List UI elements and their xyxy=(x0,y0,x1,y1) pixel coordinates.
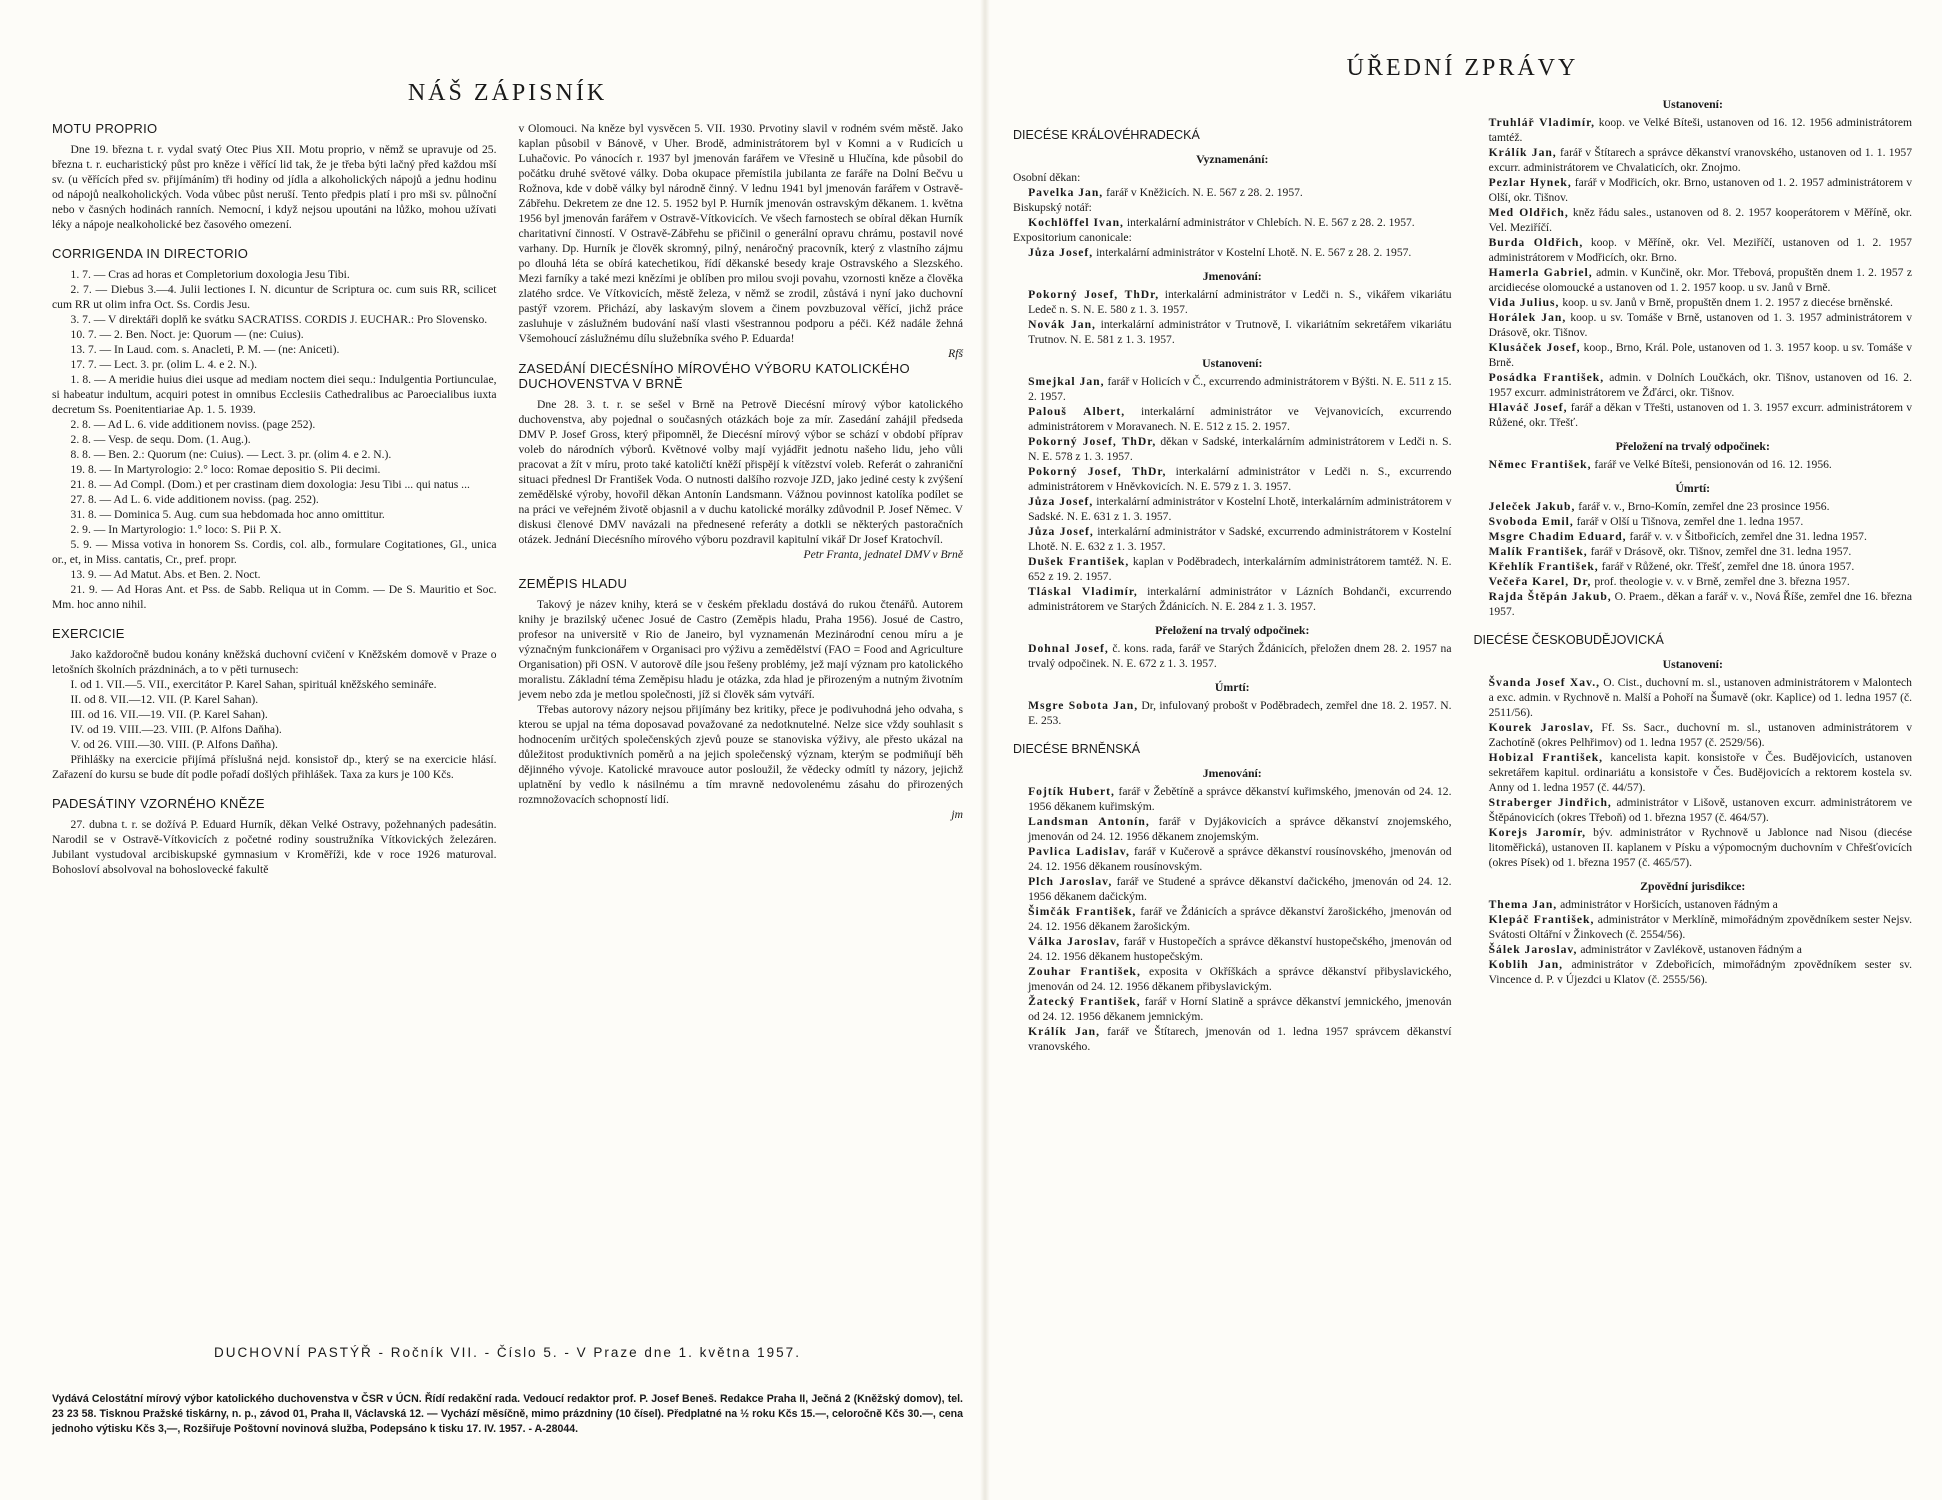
person-name: Msgre Sobota Jan, xyxy=(1028,699,1139,712)
person-name: Koblih Jan, xyxy=(1488,958,1564,971)
entry-detail: farář ve Studené a správce děkanství dačického, jmenován od 24. 12. 1956 děkanem dačickým. xyxy=(1028,875,1452,903)
entry-detail: koop., Brno, Král. Pole, ustanoven od 1. 3. 1957 koop. u sv. Tomáše v Brně. xyxy=(1488,341,1912,369)
person-name: Burda Oldřich, xyxy=(1488,236,1584,249)
paragraph: 21. 9. — Ad Horas Ant. et Pss. de Sabb. Reliqua ut in Comm. — De S. Mauritio et Soc. Mm. hoc anno nihil. xyxy=(52,583,497,611)
entry-detail: farář v Modřicích, okr. Brno, ustanoven od 1. 2. 1957 administrátorem v Olší, okr. Tišnov. xyxy=(1488,176,1912,204)
personnel-entry xyxy=(1474,750,1913,795)
person-name: Pokorný Josef, ThDr, xyxy=(1028,465,1167,478)
paragraph: v Olomouci. Na kněze byl vysvěcen 5. VII. 1930. Prvotiny slavil v rodném svém městě. Jako kaplan působil v Bánově, v Uher. Brodě, administrátorem byl v Komni a v Rudicích u Luhačovic. Po vánocích r. 1937 byl jmenován farářem ve Vřesině u Hlučína, kde působil do počátku druhé světové války. Doba okupace přemístila jubilanta ze faráře na Dolní Bečvu u Rožnova, kde v době války byl národně činný. V lednu 1941 byl jmenován farářem v Ostravě-Zábřehu. Dekretem ze dne 12. 5. 1952 byl P. Hurník jmenován ostravským děkanem. 1. května 1956 byl jmenován farářem v Ostravě-Vítkovicích. Ve všech farnostech se obíral děkan Hurník charitativní činností. V Ostravě-Zábřehu se přičinil o generální opravu chrámu, postavil nové varhany. Dp. Hurník je člověk skromný, pilný, nenáročný pracovník, který z vlastního zájmu po dlouhá léta se obírá katechetikou, řídí děkanské besedy kraje Ostravského a Slezského. Mezi farníky a také mezi knězími je oblíben pro milou svoji povahu, vzornosti kněze a člověka zlatého srdce. Ve Vítkovicích, městě železa, v němž se zrodil, zůstává i nyní jako duchovní pastýř vzorem. Přichází, aby laskavým slovem a činem povzbuzoval věřící, jichž práce zasluhuje v záslužném budování naší vlasti všestrannou podporu a péči. Kéž nadále žehná Všemohoucí záslužnému dílu služebníka svého P. Eduarda! xyxy=(518,122,963,345)
entry-detail: administrátor v Zavlékově, ustanoven řádným a xyxy=(1577,943,1802,956)
category-heading: Přeložení na trvalý odpočinek: xyxy=(1155,623,1310,637)
section-heading: MOTU PROPRIO xyxy=(52,121,158,136)
person-name: Hobizal František, xyxy=(1488,751,1604,764)
personnel-entry xyxy=(1013,245,1452,260)
entry-detail: býv. administrátor v Rychnově u Jablonce nad Nisou (diecése litoměřická), ustanoven II. kaplanem v Písku a výpomocným duchovním v Chřešťovicích (okres Písek) od 1. března 1957 (č. 465/57). xyxy=(1488,826,1912,869)
person-name: Pavlica Ladislav, xyxy=(1028,845,1130,858)
person-name: Svoboda Emil, xyxy=(1488,515,1574,528)
personnel-entry xyxy=(1013,994,1452,1024)
entry-detail: administrátor v Zdebořicích, mimořádným zpovědníkem sester sv. Vincence d. P. v Újezdci u Klatov (č. 2555/56). xyxy=(1488,958,1913,986)
person-name: Pokorný Josef, ThDr, xyxy=(1028,288,1160,301)
personnel-entry xyxy=(1474,942,1913,957)
person-name: Zouhar František, xyxy=(1028,965,1141,978)
person-name: Tláskal Vladimír, xyxy=(1028,585,1138,598)
entry-detail: koop. u sv. Janů v Brně, propuštěn dnem 1. 2. 1957 z diecése brněnské. xyxy=(1559,296,1893,309)
personnel-entry xyxy=(1013,317,1452,347)
personnel-entry xyxy=(1474,457,1913,472)
person-name: Fojtík Hubert, xyxy=(1028,785,1115,798)
entry-detail: interkalární administrátor v Lázních Bohdanči, excurrendo administrátorem ve Starých Ždánicích. N. E. 284 z 1. 3. 1957. xyxy=(1028,585,1452,613)
entry-detail: koop. ve Velké Bíteši, ustanoven od 16. 12. 1956 administrátorem tamtéž. xyxy=(1488,116,1912,144)
entry-detail: farář v. v. v Šitbořicích, zemřel dne 31. ledna 1957. xyxy=(1626,530,1867,543)
personnel-entry xyxy=(1013,814,1452,844)
person-name: Králík Jan, xyxy=(1488,146,1557,159)
personnel-entry xyxy=(1013,494,1452,524)
personnel-entry xyxy=(1474,912,1913,942)
personnel-entry xyxy=(1474,400,1913,430)
person-name: Jůza Josef, xyxy=(1028,525,1094,538)
paragraph: II. od 8. VII.—12. VII. (P. Karel Sahan). xyxy=(70,693,259,706)
category-heading: Úmrtí: xyxy=(1214,680,1250,694)
page-title-uredni-zpravy: ÚŘEDNÍ ZPRÁVY xyxy=(1346,55,1579,81)
entry-detail: farář v Olší u Tišnova, zemřel dne 1. ledna 1957. xyxy=(1573,515,1804,528)
entry-detail: farář v Žebětíně a správce děkanství kuřimského, jmenován od 24. 12. 1956 děkanem kuřimským. xyxy=(1028,785,1452,813)
entry-detail: admin. v Kunčině, okr. Mor. Třebová, propuštěn dnem 1. 2. 1957 z arcidiecése olomoucké a ustanoven od 1. 2. 1957 koop. u sv. Janů v Brně. xyxy=(1488,266,1913,294)
personnel-entry xyxy=(1013,784,1452,814)
personnel-entry xyxy=(1474,559,1913,574)
category-heading: Zpovědní jurisdikce: xyxy=(1640,879,1746,893)
paragraph: Přihlášky na exercicie přijímá příslušná nejd. konsistoř dp., který se na exercicie hlásí. Zařazení do kursu se bude dít podle pořadí došlých přihlášek. Taxa za kurs je 100 Kčs. xyxy=(52,753,497,781)
personnel-entry xyxy=(1474,295,1913,310)
personnel-entry xyxy=(1013,698,1452,728)
entry-detail: farář v Holicích v Č., excurrendo administrátorem v Býšti. N. E. 511 z 15. 2. 1957. xyxy=(1028,375,1452,403)
entry-detail: farář v Kněžicích. N. E. 567 z 28. 2. 1957. xyxy=(1103,186,1303,199)
paragraph: 27. dubna t. r. se dožívá P. Eduard Hurník, děkan Velké Ostravy, požehnaných padesátin. Narodil se v Ostravě-Vítkovicích z početné rodiny soustružníka Vítkovických železáren. Jubilant vystudoval arcibiskupské gymnasium v Kroměříži, kde v roce 1926 maturoval. Bohosloví absolvoval na bohoslovecké fakultě xyxy=(52,818,497,876)
paragraph: Třebas autorovy názory nejsou přijímány bez kritiky, přece je podivuhodná jeho odvaha, s kterou se upjal na téma doposavad považované za nedotknutelné. Nelze sice vždy souhlasit s hodnocením určitých společenských zjevů pouze se stanoviska výživy, ale přesto ukázal na důležitost produktivních poměrů a na jejich společenský význam, kterým se podmiňují běh dějinného vývoje. Katolické mravouce autor posloužil, že vědecky odmítl ty názory, jejichž uplatnění by vedlo k násilnému a tím mravně nedovolenému zásahu do přirozených rozmnožovacích schopností lidí. xyxy=(518,703,963,806)
paragraph: 17. 7. — Lect. 3. pr. (olim L. 4. e 2. N.). xyxy=(70,358,257,371)
signature: Rfš xyxy=(948,347,963,360)
entry-detail: kněz řádu sales., ustanoven od 8. 2. 1957 kooperátorem v Měříně, okr. Vel. Meziříčí. xyxy=(1488,206,1912,234)
section-heading: PADESÁTINY VZORNÉHO KNĚZE xyxy=(52,796,265,811)
paragraph: 8. 8. — Ben. 2.: Quorum (ne: Cuius). — Lect. 3. pr. (olim 4. e 2. N.). xyxy=(70,448,392,461)
personnel-entry xyxy=(1474,145,1913,175)
entry-detail: interkalární administrátor v Ledči n. S., excurrendo administrátorem v Hněvkovicích. N. E. 579 z 1. 3. 1957. xyxy=(1028,465,1452,493)
personnel-entry xyxy=(1474,265,1913,295)
person-name: Pezlar Hynek, xyxy=(1488,176,1572,189)
person-name: Rajda Štěpán Jakub, xyxy=(1488,590,1612,603)
entry-detail: č. kons. rada, farář ve Starých Ždánicích, přeložen dnem 28. 2. 1957 na trvalý odpočinek. N. E. 672 z 1. 3. 1957. xyxy=(1028,642,1452,670)
person-name: Horálek Jan, xyxy=(1488,311,1567,324)
personnel-entry xyxy=(1013,844,1452,874)
entry-detail: farář a děkan v Třešti, ustanoven od 1. 3. 1957 excurr. administrátorem v Růžené, okr. Třešť. xyxy=(1488,401,1912,429)
person-name: Truhlář Vladimír, xyxy=(1488,116,1596,129)
paragraph: 1. 7. — Cras ad horas et Completorium doxologia Jesu Tibi. xyxy=(70,268,350,281)
category-heading: Jmenování: xyxy=(1202,269,1262,283)
person-name: Thema Jan, xyxy=(1488,898,1558,911)
paragraph: Dne 19. března t. r. vydal svatý Otec Pius XII. Motu proprio, v němž se upravuje od 25. března t. r. eucharistický půst pro kněze i věřící lid tak, že je třeba býti lačný před každou mší sv. (u věřících před sv. přijímáním) tři hodiny od jídla a alkoholických nápojů a jednu hodinu od nápojů nealkoholických. Voda vůbec půst neruší. Tento předpis platí i pro mši sv. půlnoční nebo v časných hodinách ranních. Nemocní, i když nejsou upoutáni na lůžko, mohou užívati léky a nápoje nealkoholické bez časového omezení. xyxy=(52,143,497,231)
entry-detail: farář v Štítarech a správce děkanství vranovského, ustanoven od 1. 1. 1957 excurr. administrátorem ve Chvalaticích, okr. Znojmo. xyxy=(1488,146,1912,174)
entry-detail: farář ve Ždánicích a správce děkanství žarošického, jmenován od 24. 12. 1956 děkanem žarošickým. xyxy=(1028,905,1452,933)
entry-detail: interkalární administrátor v Kostelní Lhotě. N. E. 567 z 28. 2. 1957. xyxy=(1093,246,1412,259)
paragraph: 31. 8. — Dominica 5. Aug. cum sua hebdomada hoc anno omittitur. xyxy=(70,508,385,521)
paragraph: 13. 9. — Ad Matut. Abs. et Ben. 2. Noct. xyxy=(70,568,261,581)
person-name: Němec František, xyxy=(1488,458,1592,471)
entry-detail: O. Praem., děkan a farář v. v., Nová Říše, zemřel dne 16. března 1957. xyxy=(1488,590,1912,618)
entry-detail: děkan v Sadské, interkalárním administrátorem v Ledči n. S. N. E. 578 z 1. 3. 1957. xyxy=(1028,435,1452,463)
label-line: Expositorium canonicale: xyxy=(1013,231,1132,244)
category-heading: Ustanovení: xyxy=(1202,356,1263,370)
person-name: Kourek Jaroslav, xyxy=(1488,721,1594,734)
personnel-entry xyxy=(1474,340,1913,370)
entry-detail: farář v. v., Brno-Komín, zemřel dne 23 prosince 1956. xyxy=(1575,500,1830,513)
person-name: Posádka František, xyxy=(1488,371,1605,384)
person-name: Klusáček Josef, xyxy=(1488,341,1581,354)
personnel-entry xyxy=(1474,795,1913,825)
personnel-entry xyxy=(1474,499,1913,514)
paragraph: 2. 8. — Ad L. 6. vide additionem noviss. (page 252). xyxy=(70,418,316,431)
person-name: Novák Jan, xyxy=(1028,318,1096,331)
person-name: Pokorný Josef, ThDr, xyxy=(1028,435,1157,448)
right-page xyxy=(985,0,1942,1500)
category-heading: Ustanovení: xyxy=(1662,97,1723,111)
person-name: Landsman Antonín, xyxy=(1028,815,1150,828)
label-line: Osobní děkan: xyxy=(1013,171,1081,184)
person-name: Švanda Josef Xav., xyxy=(1488,676,1601,689)
personnel-entry xyxy=(1474,589,1913,619)
personnel-entry xyxy=(1013,215,1452,230)
personnel-entry xyxy=(1474,720,1913,750)
paragraph: 2. 8. — Vesp. de sequ. Dom. (1. Aug.). xyxy=(70,433,251,446)
personnel-entry xyxy=(1013,904,1452,934)
entry-detail: kancelista kapit. konsistoře v Čes. Budějovicích, ustanoven sekretářem kapitul. ordinariátu a konsistoře v Čes. Budějovicích a rektorem kostela sv. Anny od 1. ledna 1957 (č. 44/57). xyxy=(1488,751,1912,794)
personnel-entry xyxy=(1013,584,1452,614)
paragraph: III. od 16. VII.—19. VII. (P. Karel Sahan). xyxy=(70,708,268,721)
personnel-entry xyxy=(1474,957,1913,987)
paragraph: IV. od 19. VIII.—23. VIII. (P. Alfons Daňha). xyxy=(70,723,282,736)
category-heading: Jmenování: xyxy=(1202,766,1262,780)
personnel-entry xyxy=(1013,874,1452,904)
entry-detail: farář v Kučerově a správce děkanství rousínovského, jmenován od 24. 12. 1956 děkanem rousínovským. xyxy=(1028,845,1452,873)
personnel-entry xyxy=(1013,404,1452,434)
entry-detail: Dr, infulovaný probošt v Poděbradech, zemřel dne 18. 2. 1957. N. E. 253. xyxy=(1028,699,1452,727)
person-name: Korejs Jaromír, xyxy=(1488,826,1587,839)
entry-detail: interkalární administrátor v Trutnově, I. vikariátním sekretářem vikariátu Trutnov. N. E. 581 z 1. 3. 1957. xyxy=(1028,318,1452,346)
left-column-2 xyxy=(519,121,964,877)
signature: jm xyxy=(951,808,963,821)
entry-detail: exposita v Okříškách a správce děkanství přibyslavického, jmenován od 24. 12. 1956 děkanem přibyslavickým. xyxy=(1028,965,1452,993)
personnel-entry xyxy=(1474,574,1913,589)
entry-detail: koop. u sv. Tomáše v Brně, ustanoven od 1. 3. 1957 administrátorem v Drásově, okr. Tišnov. xyxy=(1488,311,1912,339)
paragraph: 13. 7. — In Laud. com. s. Anacleti, P. M. — (ne: Aniceti). xyxy=(70,343,340,356)
personnel-entry xyxy=(1013,934,1452,964)
person-name: Palouš Albert, xyxy=(1028,405,1126,418)
entry-detail: Ff. Ss. Sacr., duchovní m. sl., ustanoven administrátorem v Zachotíně (okres Pelhřimov) od 1. ledna 1957 (č. 2529/56). xyxy=(1488,721,1912,749)
label-line: Biskupský notář: xyxy=(1013,201,1092,214)
person-name: Šimčák František, xyxy=(1028,905,1137,918)
person-name: Žatecký František, xyxy=(1028,995,1141,1008)
personnel-entry xyxy=(1474,115,1913,145)
person-name: Plch Jaroslav, xyxy=(1028,875,1113,888)
section-heading: ZEMĚPIS HLADU xyxy=(518,576,628,591)
personnel-entry xyxy=(1013,464,1452,494)
paragraph: Takový je název knihy, která se v českém překladu dostává do rukou čtenářů. Autorem knihy je brazilský učenec Josué de Castro (Zeměpis hladu, Praha 1956). Josué de Castro, profesor na universitě v Rio de Janeiro, byl vyznamenán Mezinárodní cenou míru a je význačným funkcionářem v Organisaci pro výživu a zemědělství (FAO = Food and Agriculture Organisation) při OSN. V autorově díle jsou řešeny problémy, jež mají význam pro katolického moralistu. Základní téma Zeměpisu hladu je otázka, zda hlad je přirozeným a nutným životním jevem nebo zda je metlou společnosti, jíž si člověk sám vytváří. xyxy=(518,598,963,701)
person-name: Jůza Josef, xyxy=(1028,246,1094,259)
journal-footer: DUCHOVNÍ PASTÝŘ - Ročník VII. - Číslo 5. - V Praze dne 1. května 1957. xyxy=(214,1345,801,1360)
personnel-entry xyxy=(1013,434,1452,464)
paragraph: 1. 8. — A meridie huius diei usque ad mediam noctem diei sequ.: Indulgentia Portiunculae, si habeatur indultum, acquiri potest in omnibus Ecclesiis Cathedralibus ac Paroecialibus iuxta decretum Ss. Poenitentiariae Ap. 1. 5. 1939. xyxy=(52,373,497,416)
paragraph: 27. 8. — Ad L. 6. vide additionem noviss. (pag. 252). xyxy=(70,493,319,506)
personnel-entry xyxy=(1013,554,1452,584)
entry-detail: interkalární administrátor v Sadské, excurrendo administrátorem v Kostelní Lhotě. N. E. 632 z 1. 3. 1957. xyxy=(1028,525,1452,553)
entry-detail: administrátor v Horšicích, ustanoven řádným a xyxy=(1557,898,1778,911)
personnel-entry xyxy=(1013,524,1452,554)
left-column-1 xyxy=(52,121,497,877)
entry-detail: interkalární administrátor v Kostelní Lhotě, interkalárním administrátorem v Sadské. N. E. 631 z 1. 3. 1957. xyxy=(1028,495,1452,523)
person-name: Křehlík František, xyxy=(1488,560,1599,573)
paragraph: Dne 28. 3. t. r. se sešel v Brně na Petrově Diecésní mírový výbor katolického duchovenstva, aby pojednal o současných otázkách boje za mír. Zasedání zahájil předseda DMV P. Josef Gross, který připomněl, že Diecésní mírový výbor se schází v období příprav voleb do národních výborů. Květnové volby mají vyjádřit jednotu našeho lidu, jeho vůli pracovat a žít v míru, proto také katoličtí kněží přispějí k vítězství voleb. Referát o zahraniční situaci přednesl Dr František Voda. O nutnosti dalšího rozvoje JZD, jako jediné cesty k zvýšení zemědělské výroby, hovořil děkan Antonín Landsmann. Vážnou povinnost katolíka podílet se na práci ve veřejném životě objasnil a v duchu katolické morálky zdůvodnil P. Josef Němec. V diskusi členové DMV navázali na přednesené referáty a dotkli se některých pastoračních otázek. Jednání Diecésního mírového výboru pozdravil kapitulní vikář Dr Josef Kratochvíl. xyxy=(518,398,963,546)
person-name: Válka Jaroslav, xyxy=(1028,935,1121,948)
person-name: Králík Jan, xyxy=(1028,1025,1101,1038)
entry-detail: interkalární administrátor v Ledči n. S., vikářem vikariátu Ledeč n. S. N. E. 580 z 1. 3. 1957. xyxy=(1028,288,1452,316)
person-name: Pavelka Jan, xyxy=(1028,186,1104,199)
diocese-heading: DIECÉSE ČESKOBUDĚJOVICKÁ xyxy=(1473,633,1664,647)
entry-detail: farář v Hustopečích a správce děkanství hustopečského, jmenován od 24. 12. 1956 děkanem hustopečským. xyxy=(1028,935,1452,963)
person-name: Jeleček Jakub, xyxy=(1488,500,1576,513)
section-heading: EXERCICIE xyxy=(52,626,125,641)
entry-detail: farář v Dyjákovicích a správce děkanství znojemského, jmenován od 24. 12. 1956 děkanem znojemským. xyxy=(1028,815,1452,843)
person-name: Dušek František, xyxy=(1028,555,1130,568)
person-name: Malík František, xyxy=(1488,545,1588,558)
paragraph: Jako každoročně budou konány kněžská duchovní cvičení v Kněžském domově v Praze o letošních školních prázdninách, a to v pěti turnusech: xyxy=(52,648,497,676)
category-heading: Úmrtí: xyxy=(1675,481,1711,495)
paragraph: 5. 9. — Missa votiva in honorem Ss. Cordis, col. alb., formulare Cogitationes, Gl., unica or., et, in Miss. cantatis, Cr., pref. propr. xyxy=(52,538,497,566)
person-name: Hlaváč Josef, xyxy=(1488,401,1568,414)
entry-detail: farář v Drásově, okr. Tišnov, zemřel dne 31. ledna 1957. xyxy=(1587,545,1852,558)
diocese-heading: DIECÉSE KRÁLOVÉHRADECKÁ xyxy=(1013,128,1200,142)
person-name: Dohnal Josef, xyxy=(1028,642,1109,655)
paragraph: 2. 7. — Diebus 3.—4. Julii lectiones I. N. dicuntur de Scriptura oc. cum suis RR, scilicet cum RR ut olim infra Oct. Ss. Cordis Jesu. xyxy=(52,283,497,311)
diocese-heading: DIECÉSE BRNĚNSKÁ xyxy=(1013,742,1141,756)
category-heading: Přeložení na trvalý odpočinek: xyxy=(1615,439,1770,453)
personnel-entry xyxy=(1474,825,1913,870)
entry-detail: administrátor v Lišově, ustanoven excurr. administrátorem ve Štěpánovicích (okres Třeboň) od 1. března 1957 (č. 464/57). xyxy=(1488,796,1912,824)
section-heading: CORRIGENDA IN DIRECTORIO xyxy=(52,246,249,261)
person-name: Večeřa Karel, Dr, xyxy=(1488,575,1592,588)
paragraph: 10. 7. — 2. Ben. Noct. je: Quorum — (ne: Cuius). xyxy=(70,328,304,341)
person-name: Med Oldřich, xyxy=(1488,206,1569,219)
entry-detail: farář v Horní Slatině a správce děkanství jemnického, jmenován od 24. 12. 1956 děkanem jemnickým. xyxy=(1028,995,1452,1023)
paragraph: 19. 8. — In Martyrologio: 2.° loco: Romae depositio S. Pii decimi. xyxy=(70,463,381,476)
entry-detail: administrátor v Merklíně, mimořádným zpovědníkem sester Nejsv. Svátosti Oltářní v Žinkovech (č. 2554/56). xyxy=(1488,913,1912,941)
personnel-entry xyxy=(1013,185,1452,200)
personnel-entry xyxy=(1013,641,1452,671)
personnel-entry xyxy=(1013,1024,1452,1054)
personnel-entry xyxy=(1013,964,1452,994)
personnel-entry xyxy=(1474,205,1913,235)
imprint-text: Vydává Celostátní mírový výbor katolického duchovenstva v ČSR v ÚCN. Řídí redakční rada. Vedoucí redaktor prof. P. Josef Beneš. Redakce Praha II, Ječná 2 (Kněžský domov), tel. 23 23 58. Tisknou Pražské tiskárny, n. p., závod 01, Praha II, Václavská 12. — Vychází měsíčně, mimo prázdniny (10 čísel). Předplatné na ½ roku Kčs 15.—, celoročně Kčs 30.—, cena jednoho výtisku Kčs 3,—, Rozšiřuje Poštovní novinová služba, Podepsáno k tisku 17. IV. 1957. - A-28044. xyxy=(52,1393,963,1435)
paragraph: V. od 26. VIII.—30. VIII. (P. Alfons Daňha). xyxy=(70,738,278,751)
paragraph: 21. 8. — Ad Compl. (Dom.) et per crastinam diem doxologia: Jesu Tibi ... qui natus ... xyxy=(70,478,470,491)
signature: Petr Franta, jednatel DMV v Brně xyxy=(803,548,963,561)
person-name: Hamerla Gabriel, xyxy=(1488,266,1593,279)
personnel-entry xyxy=(1474,897,1913,912)
paragraph: I. od 1. VII.—5. VII., exercitátor P. Karel Sahan, spirituál kněžského semináře. xyxy=(70,678,437,691)
person-name: Šálek Jaroslav, xyxy=(1488,943,1578,956)
right-column-1 xyxy=(1013,88,1452,1054)
person-name: Msgre Chadim Eduard, xyxy=(1488,530,1627,543)
person-name: Smejkal Jan, xyxy=(1028,375,1105,388)
entry-detail: admin. v Dolních Loučkách, okr. Tišnov, ustanoven od 16. 2. 1957 excurr. administrátorem ve Žďárci, okr. Tišnov. xyxy=(1488,371,1912,399)
section-heading: ZASEDÁNÍ DIECÉSNÍHO MÍROVÉHO VÝBORU KATOLICKÉHO DUCHOVENSTVA V BRNĚ xyxy=(518,361,910,391)
entry-detail: O. Cist., duchovní m. sl., ustanoven administrátorem v Malontech a exc. admin. v Rychnově n. Malší a Pohoří na Šumavě (okr. Kaplice) od 1. ledna 1957 (č. 2511/56). xyxy=(1488,676,1912,719)
person-name: Klepáč František, xyxy=(1488,913,1595,926)
entry-detail: farář v Růžené, okr. Třešť, zemřel dne 18. února 1957. xyxy=(1598,560,1855,573)
entry-detail: koop. v Měříně, okr. Vel. Meziříčí, ustanoven od 1. 2. 1957 administrátorem v Modřicích, okr. Brno. xyxy=(1488,236,1912,264)
person-name: Jůza Josef, xyxy=(1028,495,1094,508)
personnel-entry xyxy=(1474,235,1913,265)
entry-detail: farář ve Velké Bíteši, pensionován od 16. 12. 1956. xyxy=(1591,458,1832,471)
personnel-entry xyxy=(1013,374,1452,404)
personnel-entry xyxy=(1474,675,1913,720)
paragraph: 2. 9. — In Martyrologio: 1.° loco: S. Pii P. X. xyxy=(70,523,282,536)
entry-detail: interkalární administrátor ve Vejvanovicích, excurrendo administrátorem v Moravanech. N. E. 512 z 15. 2. 1957. xyxy=(1028,405,1452,433)
entry-detail: kaplan v Poděbradech, interkalárním administrátorem tamtéž. N. E. 652 z 19. 2. 1957. xyxy=(1028,555,1452,583)
personnel-entry xyxy=(1474,529,1913,544)
personnel-entry xyxy=(1474,370,1913,400)
person-name: Vida Julius, xyxy=(1488,296,1560,309)
personnel-entry xyxy=(1474,175,1913,205)
person-name: Straberger Jindřich, xyxy=(1488,796,1612,809)
personnel-entry xyxy=(1474,544,1913,559)
personnel-entry xyxy=(1013,287,1452,317)
personnel-entry xyxy=(1474,310,1913,340)
entry-detail: prof. theologie v. v. v Brně, zemřel dne 3. března 1957. xyxy=(1591,575,1850,588)
category-heading: Ustanovení: xyxy=(1662,657,1723,671)
category-heading: Vyznamenání: xyxy=(1196,152,1269,166)
entry-detail: interkalární administrátor v Chlebích. N. E. 567 z 28. 2. 1957. xyxy=(1123,216,1415,229)
paragraph: 3. 7. — V direktáři doplň ke svátku SACRATISS. CORDIS J. EUCHAR.: Pro Slovensko. xyxy=(70,313,488,326)
page-title-nas-zapisnik: NÁŠ ZÁPISNÍK xyxy=(407,80,608,106)
right-column-2 xyxy=(1474,88,1913,1054)
personnel-entry xyxy=(1474,514,1913,529)
entry-detail: farář ve Štítarech, jmenován od 1. ledna 1957 správcem děkanství vranovského. xyxy=(1028,1025,1452,1053)
person-name: Kochlöffel Ivan, xyxy=(1028,216,1124,229)
